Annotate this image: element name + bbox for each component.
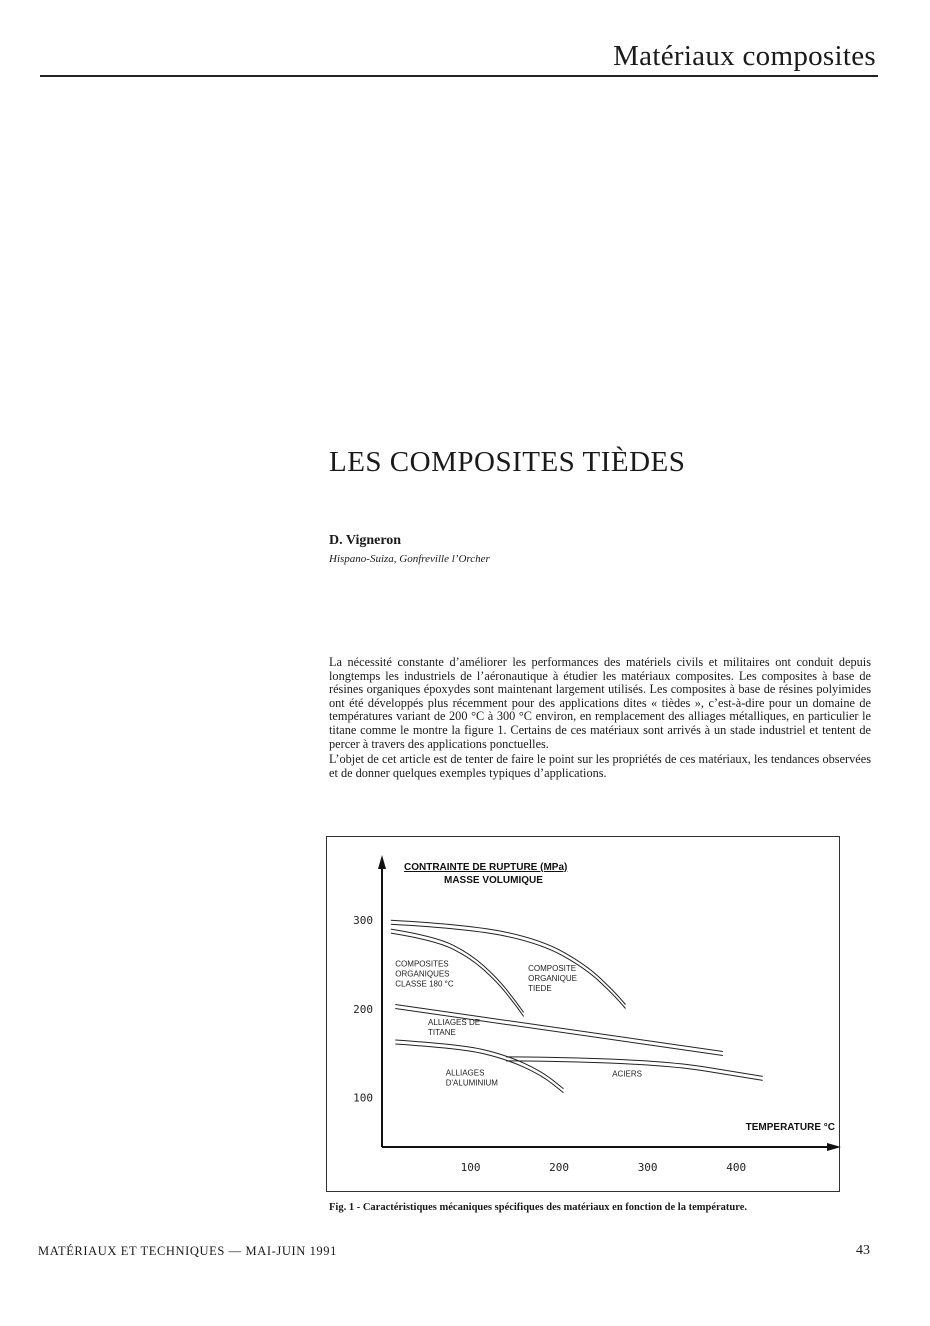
series-label: ORGANIQUE — [528, 973, 577, 983]
figure-1 — [326, 836, 840, 1192]
y-tick-label: 200 — [353, 1002, 373, 1016]
section-title: Matériaux composites — [613, 40, 876, 72]
series-label: ORGANIQUES — [395, 969, 450, 979]
x-tick-label: 400 — [726, 1161, 747, 1174]
header-rule — [40, 75, 878, 77]
chart-svg — [327, 837, 841, 1193]
y-axis-label: CONTRAINTE DE RUPTURE (MPa) — [404, 862, 568, 873]
series-label: COMPOSITES — [395, 959, 449, 969]
series-label: COMPOSITE — [528, 963, 577, 973]
article-title: LES COMPOSITES TIÈDES — [329, 446, 686, 478]
series-label: CLASSE 180 °C — [395, 979, 454, 989]
y-axis-label: MASSE VOLUMIQUE — [444, 875, 543, 886]
series-label: TITANE — [428, 1027, 456, 1037]
abstract-paragraph: La nécessité constante d’améliorer les performances des matériels civils et militaires ont conduit depuis longtemps les industriels de l’aéronautique à étudier les matériaux composites. Les composites à base de résines organiques époxydes sont maintenant largement utilisés. Les composites à base de résines polyimides ont été développés plus récemment pour des applications dites « tièdes », c’est-à-dire pour un domaine de températures variant de 200 °C à 300 °C environ, en remplacement des alliages métalliques, en particulier le titane comme le montre la figure 1. Certains de ces matériaux sont arrivés à un stade industriel et tentent de percer à travers des applications ponctuelles. — [329, 655, 871, 751]
y-axis-arrow — [378, 855, 386, 869]
figure-caption: Fig. 1 - Caractéristiques mécaniques spécifiques des matériaux en fonction de la température. — [329, 1202, 748, 1213]
x-axis-arrow — [827, 1143, 841, 1151]
x-tick-label: 200 — [549, 1161, 570, 1174]
series-label: ACIERS — [612, 1069, 643, 1079]
x-tick-label: 300 — [637, 1161, 658, 1174]
series-label: ALLIAGES — [445, 1068, 485, 1078]
series-label: D'ALUMINIUM — [445, 1078, 498, 1088]
x-axis-label: TEMPERATURE °C — [745, 1122, 835, 1133]
series-label: ALLIAGES DE — [428, 1017, 481, 1027]
series-label: TIEDE — [528, 983, 552, 993]
page-number: 43 — [856, 1243, 870, 1258]
author-affiliation: Hispano-Suiza, Gonfreville l’Orcher — [329, 553, 490, 565]
abstract — [329, 656, 871, 782]
author-name: D. Vigneron — [329, 533, 402, 548]
y-tick-label: 300 — [353, 914, 373, 928]
abstract-paragraph: L’objet de cet article est de tenter de faire le point sur les propriétés de ces matériaux, les tendances observées et de donner quelques exemples typiques d’applications. — [329, 752, 871, 780]
x-tick-label: 100 — [460, 1161, 481, 1174]
footer-journal: MATÉRIAUX ET TECHNIQUES — MAI-JUIN 1991 — [38, 1244, 337, 1258]
y-tick-label: 100 — [353, 1091, 373, 1105]
